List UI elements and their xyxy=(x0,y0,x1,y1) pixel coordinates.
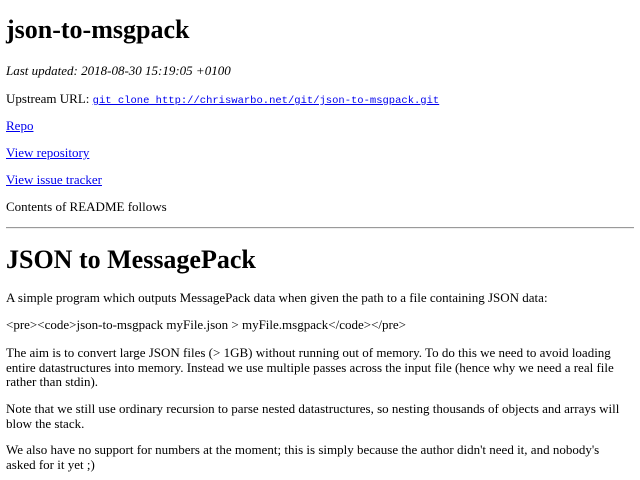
readme-paragraph-aim: The aim is to convert large JSON files (> 1GB) without running out of memory. To do this we need to avoid loading entire datastructures into memory. Instead we use multiple passes across the input file (hence why we need a real file rather than stdin). xyxy=(6,345,614,389)
view-repository-line xyxy=(6,144,89,162)
view-issue-tracker-link[interactable]: View issue tracker xyxy=(6,172,102,187)
last-updated: Last updated: 2018-08-30 15:19:05 +0100 xyxy=(6,63,231,78)
upstream-url-label: Upstream URL: xyxy=(6,91,93,106)
readme-note: Contents of README follows xyxy=(6,199,167,214)
repo-link-line xyxy=(6,117,33,135)
readme-paragraph-numbers: We also have no support for numbers at the moment; this is simply because the author didn't need it, and nobody's asked for it yet ;) xyxy=(6,442,600,472)
readme-paragraph-intro: A simple program which outputs MessagePack data when given the path to a file containing JSON data: xyxy=(6,290,548,305)
readme-paragraph-usage: <pre><code>json-to-msgpack myFile.json > myFile.msgpack</code></pre> xyxy=(6,317,406,332)
readme-title: JSON to MessagePack xyxy=(6,245,256,274)
readme-paragraph-recursion: Note that we still use ordinary recursion to parse nested datastructures, so nesting thousands of objects and arrays will blow the stack. xyxy=(6,401,620,431)
view-issue-tracker-line xyxy=(6,171,102,189)
upstream-url-link[interactable]: git clone http://chriswarbo.net/git/json-to-msgpack.git xyxy=(92,95,440,107)
view-repository-link[interactable]: View repository xyxy=(6,145,90,160)
upstream-url-line xyxy=(6,90,439,110)
divider xyxy=(6,227,634,229)
repo-link[interactable]: Repo xyxy=(6,118,34,133)
page-title: json-to-msgpack xyxy=(6,15,190,44)
